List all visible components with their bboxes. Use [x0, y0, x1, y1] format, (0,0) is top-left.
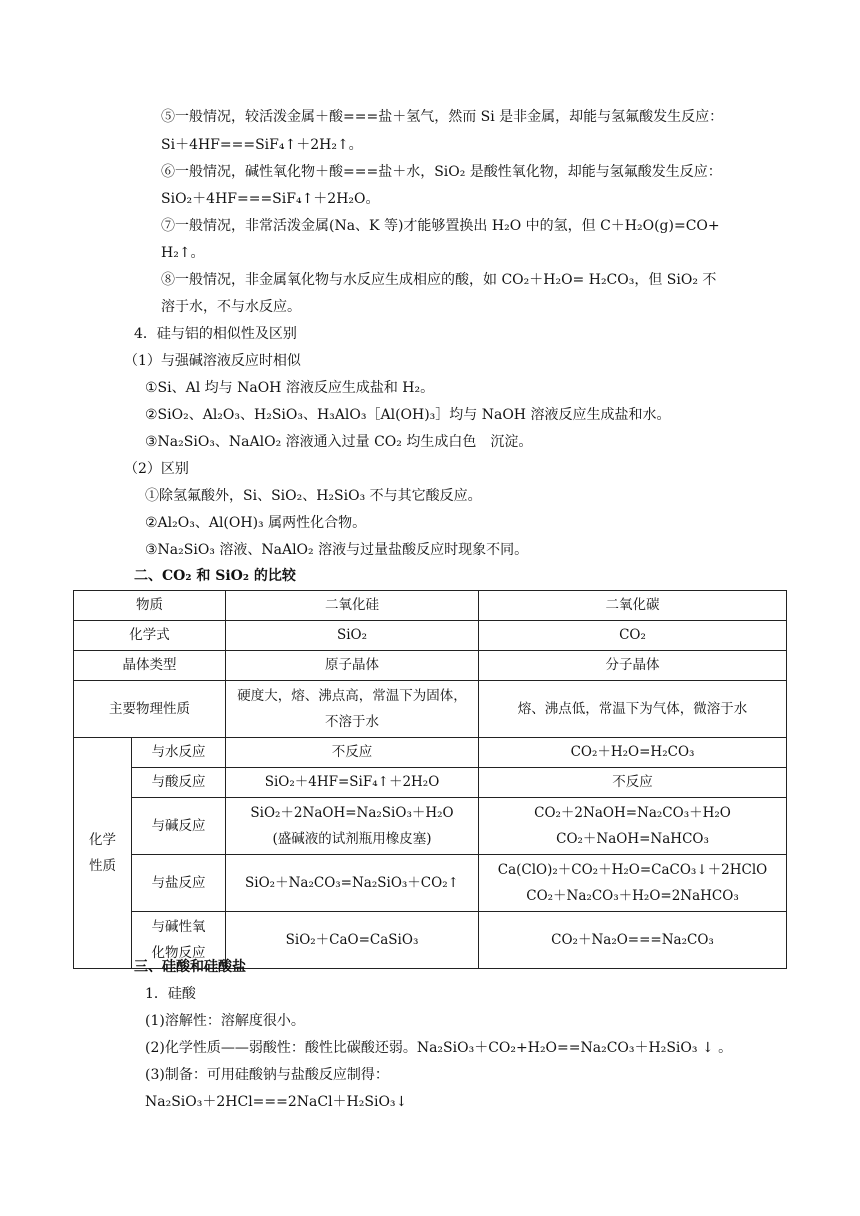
text-line: ③Na₂SiO₃ 溶液、NaAlO₂ 溶液与过量盐酸反应时现象不同。	[145, 542, 529, 558]
header-cell: 二氧化硅	[226, 591, 479, 621]
table-cell: 不反应	[226, 738, 479, 768]
row-label: 主要物理性质	[74, 681, 226, 738]
cell-line: CO₂＋2NaOH=Na₂CO₃＋H₂O	[534, 805, 731, 821]
cell-line: Ca(ClO)₂＋CO₂＋H₂O=CaCO₃↓＋2HClO	[497, 862, 768, 878]
comparison-table	[73, 590, 787, 969]
section-title: 二、CO₂ 和 SiO₂ 的比较	[134, 568, 296, 584]
section-heading: 1．硅酸	[145, 986, 196, 1002]
text-line: ①Si、Al 均与 NaOH 溶液反应生成盐和 H₂。	[145, 380, 435, 396]
table-cell: SiO₂	[226, 621, 479, 651]
table-cell: SiO₂＋4HF=SiF₄↑＋2H₂O	[226, 768, 479, 798]
cell-line: 化物反应	[151, 945, 206, 961]
row-label: 化学式	[74, 621, 226, 651]
cell-line: 化学	[89, 832, 116, 848]
subsection-heading: （2）区别	[124, 461, 189, 477]
text-line: (1)溶解性：溶解度很小。	[145, 1013, 305, 1029]
cell-line: 性质	[89, 858, 116, 874]
text-line: ⑦一般情况，非常活泼金属(Na、K 等)才能够置换出 H₂O 中的氢，但 C＋H₂O(g)=CO+	[161, 218, 720, 234]
cell-line: 不溶于水	[325, 714, 379, 730]
table-cell: CO₂＋Na₂O===Na₂CO₃	[479, 912, 787, 969]
table-cell	[479, 855, 787, 912]
row-label: 与酸反应	[132, 768, 226, 798]
header-cell: 二氧化碳	[479, 591, 787, 621]
table-row	[74, 855, 787, 912]
table-cell: CO₂	[479, 621, 787, 651]
row-label: 晶体类型	[74, 651, 226, 681]
table-cell: 熔、沸点低，常温下为气体，微溶于水	[479, 681, 787, 738]
table-row	[74, 591, 787, 621]
text-line: ⑤一般情况，较活泼金属＋酸===盐＋氢气，然而 Si 是非金属，却能与氢氟酸发生反应：	[161, 109, 724, 125]
cell-line: 硬度大，熔、沸点高，常温下为固体，	[237, 688, 467, 704]
text-line: H₂↑。	[161, 245, 205, 261]
cell-line: 与碱性氧	[151, 919, 206, 935]
text-line: Si＋4HF===SiF₄↑＋2H₂↑。	[161, 137, 363, 153]
section-heading: 4．硅与铝的相似性及区别	[134, 326, 297, 342]
text-line: (3)制备：可用硅酸钠与盐酸反应制得：	[145, 1067, 389, 1083]
row-label: 与盐反应	[132, 855, 226, 912]
cell-line: (盛碱液的试剂瓶用橡皮塞)	[272, 831, 432, 847]
table-row	[74, 621, 787, 651]
text-line: ①除氢氟酸外，Si、SiO₂、H₂SiO₃ 不与其它酸反应。	[145, 488, 482, 504]
table-cell: SiO₂＋Na₂CO₃=Na₂SiO₃＋CO₂↑	[226, 855, 479, 912]
table-cell	[479, 798, 787, 855]
text-line: ②SiO₂、Al₂O₃、H₂SiO₃、H₃AlO₃［Al(OH)₃］均与 NaOH 溶液反应生成盐和水。	[145, 407, 671, 423]
header-cell: 物质	[74, 591, 226, 621]
text-line: 溶于水，不与水反应。	[161, 299, 301, 315]
text-line: ⑥一般情况，碱性氧化物＋酸===盐＋水，SiO₂ 是酸性氧化物，却能与氢氟酸发生反应：	[161, 164, 722, 180]
text-line: (2)化学性质——弱酸性：酸性比碳酸还弱。Na₂SiO₃＋CO₂+H₂O==Na₂CO₃＋H₂SiO₃ ↓ 。	[145, 1040, 733, 1056]
table-row	[74, 798, 787, 855]
row-label: 与水反应	[132, 738, 226, 768]
table-cell: 分子晶体	[479, 651, 787, 681]
table-cell	[226, 798, 479, 855]
subsection-heading: （1）与强碱溶液反应时相似	[124, 353, 301, 369]
cell-line: CO₂＋NaOH=NaHCO₃	[556, 831, 709, 847]
cell-line: SiO₂＋2NaOH=Na₂SiO₃＋H₂O	[250, 805, 454, 821]
row-label: 与碱反应	[132, 798, 226, 855]
text-line: SiO₂＋4HF===SiF₄↑＋2H₂O。	[161, 191, 380, 207]
cell-line: CO₂＋Na₂CO₃＋H₂O=2NaHCO₃	[526, 888, 739, 904]
table-cell: 不反应	[479, 768, 787, 798]
text-line: ⑧一般情况，非金属氧化物与水反应生成相应的酸，如 CO₂＋H₂O= H₂CO₃，但 SiO₂ 不	[161, 272, 717, 288]
text-line: ③Na₂SiO₃、NaAlO₂ 溶液通入过量 CO₂ 均生成白色 沉淀。	[145, 434, 533, 450]
text-line: Na₂SiO₃＋2HCl===2NaCl＋H₂SiO₃↓	[145, 1094, 408, 1110]
table-row	[74, 651, 787, 681]
table-row	[74, 768, 787, 798]
text-line: ②Al₂O₃、Al(OH)₃ 属两性化合物。	[145, 515, 367, 531]
table-cell	[226, 681, 479, 738]
table-row	[74, 738, 787, 768]
table-row	[74, 681, 787, 738]
table-cell: 原子晶体	[226, 651, 479, 681]
table-cell: SiO₂＋CaO=CaSiO₃	[226, 912, 479, 969]
section-title: 三、硅酸和硅酸盐	[134, 959, 246, 975]
chem-properties-label	[74, 738, 132, 969]
table-cell: CO₂＋H₂O=H₂CO₃	[479, 738, 787, 768]
